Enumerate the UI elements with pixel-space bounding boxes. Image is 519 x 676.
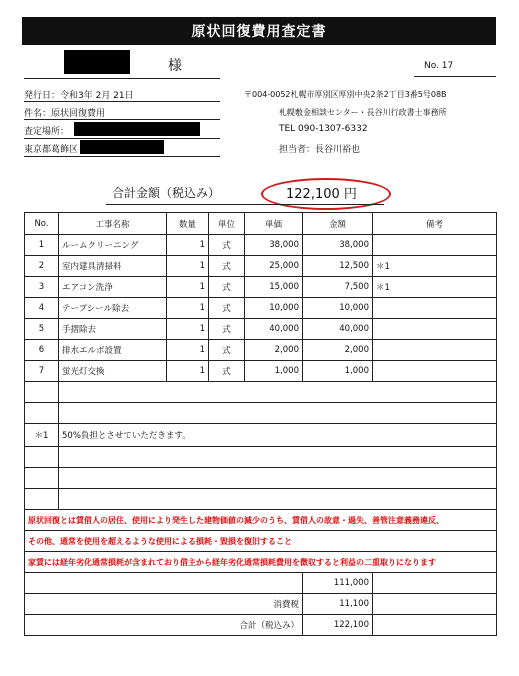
- red-note-row: [25, 552, 497, 573]
- grand-total-row: [25, 615, 497, 636]
- subject-underline: [24, 119, 220, 120]
- row-unit-price: 40,000: [245, 319, 303, 340]
- table-row: [25, 256, 497, 277]
- header-quantity: 数量: [167, 213, 209, 235]
- row-unit: 式: [209, 256, 245, 277]
- empty-cell: [59, 489, 497, 510]
- row-no: 3: [25, 277, 59, 298]
- row-unit-price: 10,000: [245, 298, 303, 319]
- row-unit-price: 1,000: [245, 361, 303, 382]
- empty-cell: [373, 615, 497, 636]
- row-remarks: [373, 319, 497, 340]
- row-no: 6: [25, 340, 59, 361]
- empty-cell: [25, 468, 59, 489]
- table-header-row: [25, 213, 497, 235]
- row-quantity: 1: [167, 361, 209, 382]
- grand-total-label: 合計（税込み）: [25, 615, 303, 636]
- empty-cell: [25, 403, 59, 424]
- row-unit-price: 25,000: [245, 256, 303, 277]
- empty-cell: [373, 573, 497, 594]
- grand-total-value: 122,100: [303, 615, 373, 636]
- row-work-name: 蛍光灯交換: [59, 361, 167, 382]
- redacted-recipient-name: [64, 50, 130, 74]
- row-quantity: 1: [167, 277, 209, 298]
- header-unit: 単位: [209, 213, 245, 235]
- note-row: [25, 424, 497, 447]
- inspection-place-underline: [24, 138, 220, 139]
- document-number: No. 17: [424, 61, 454, 71]
- row-quantity: 1: [167, 256, 209, 277]
- row-quantity: 1: [167, 298, 209, 319]
- inspection-place-label: 査定場所：: [24, 127, 70, 137]
- row-remarks: [373, 298, 497, 319]
- red-note-row: [25, 510, 497, 531]
- row-unit: 式: [209, 235, 245, 256]
- empty-cell: [59, 403, 497, 424]
- row-unit-price: 38,000: [245, 235, 303, 256]
- row-unit: 式: [209, 298, 245, 319]
- total-amount-circle: [261, 178, 391, 210]
- table-row-empty: [25, 447, 497, 468]
- row-amount: 12,500: [303, 256, 373, 277]
- header-unit-price: 単価: [245, 213, 303, 235]
- row-work-name: 室内建具清掃料: [59, 256, 167, 277]
- table-row: [25, 298, 497, 319]
- redacted-inspection-place: [74, 122, 200, 136]
- table-row: [25, 361, 497, 382]
- empty-cell: [25, 489, 59, 510]
- row-work-name: ルームクリーニング: [59, 235, 167, 256]
- row-unit-price: 2,000: [245, 340, 303, 361]
- row-unit: 式: [209, 319, 245, 340]
- issuer-address: 〒004-0052札幌市厚別区厚別中央2条2丁目3番5号08B: [244, 90, 447, 99]
- issuer-contact: 担当者：長谷川裕也: [279, 145, 361, 155]
- issuer-tel: TEL 090-1307-6332: [279, 124, 368, 134]
- row-amount: 1,000: [303, 361, 373, 382]
- document-number-underline: [414, 76, 496, 77]
- empty-cell: [59, 447, 497, 468]
- items-table: [24, 212, 497, 636]
- tax-label: 消費税: [25, 594, 303, 615]
- redacted-address: [80, 140, 164, 154]
- row-remarks: ＊1: [373, 277, 497, 298]
- row-remarks: [373, 340, 497, 361]
- total-amount-underline: [106, 204, 384, 205]
- red-note-3: 家賃には経年劣化通常損耗が含まれており借主から経年劣化通常損耗費用を徴収すると利益の二重取りになります: [25, 552, 497, 573]
- row-amount: 38,000: [303, 235, 373, 256]
- row-quantity: 1: [167, 319, 209, 340]
- header-work-name: 工事名称: [59, 213, 167, 235]
- row-remarks: ＊1: [373, 256, 497, 277]
- total-amount-label: 合計金額（税込み）: [112, 186, 221, 200]
- subtotal-label-cell: [25, 573, 303, 594]
- row-remarks: [373, 235, 497, 256]
- row-remarks: [373, 361, 497, 382]
- row-unit: 式: [209, 361, 245, 382]
- row-unit-price: 15,000: [245, 277, 303, 298]
- row-no: 7: [25, 361, 59, 382]
- issue-date: 発行日：令和3年 2月 21日: [24, 91, 134, 101]
- recipient-underline: [24, 78, 220, 79]
- empty-cell: [25, 382, 59, 403]
- table-row-empty: [25, 382, 497, 403]
- row-work-name: 排水エルボ設置: [59, 340, 167, 361]
- row-work-name: テープシール除去: [59, 298, 167, 319]
- empty-cell: [25, 447, 59, 468]
- header-no: No.: [25, 213, 59, 235]
- note-text: 50%負担とさせていただきます。: [59, 424, 497, 447]
- tax-value: 11,100: [303, 594, 373, 615]
- row-no: 2: [25, 256, 59, 277]
- row-amount: 2,000: [303, 340, 373, 361]
- table-row-empty: [25, 403, 497, 424]
- empty-cell: [59, 468, 497, 489]
- header-amount: 金額: [303, 213, 373, 235]
- red-note-2: その他、通常を使用を超えるような使用による損耗・毀損を復旧すること: [25, 531, 497, 552]
- recipient-suffix: 様: [168, 58, 182, 74]
- header-remarks: 備考: [373, 213, 497, 235]
- row-quantity: 1: [167, 235, 209, 256]
- row-no: 5: [25, 319, 59, 340]
- table-row: [25, 277, 497, 298]
- subject: 件名：原状回復費用: [24, 109, 106, 119]
- row-amount: 7,500: [303, 277, 373, 298]
- note-mark: ＊1: [25, 424, 59, 447]
- table-row-empty: [25, 468, 497, 489]
- row-amount: 10,000: [303, 298, 373, 319]
- red-note-1: 原状回復とは賃借人の居住、使用により発生した建物価値の減少のうち、賃借人の故意・過失、善管注意義務違反、: [25, 510, 497, 531]
- row-no: 1: [25, 235, 59, 256]
- row-no: 4: [25, 298, 59, 319]
- issue-date-underline: [24, 101, 220, 102]
- address-underline: [24, 156, 220, 157]
- subtotal-value: 111,000: [303, 573, 373, 594]
- row-unit: 式: [209, 340, 245, 361]
- empty-cell: [373, 594, 497, 615]
- red-note-row: [25, 531, 497, 552]
- subtotal-row: [25, 573, 497, 594]
- total-amount-value: 122,100 円: [286, 187, 357, 202]
- address-partial: 東京都葛飾区: [24, 145, 79, 155]
- issuer-org: 札幌敷金相談センター・長谷川行政書士事務所: [279, 108, 447, 117]
- table-row-empty: [25, 489, 497, 510]
- document-title: 原状回復費用査定書: [22, 17, 496, 45]
- tax-row: [25, 594, 497, 615]
- row-quantity: 1: [167, 340, 209, 361]
- table-row: [25, 340, 497, 361]
- row-work-name: エアコン洗浄: [59, 277, 167, 298]
- row-work-name: 手摺除去: [59, 319, 167, 340]
- empty-cell: [59, 382, 497, 403]
- table-row: [25, 319, 497, 340]
- table-row: [25, 235, 497, 256]
- row-unit: 式: [209, 277, 245, 298]
- row-amount: 40,000: [303, 319, 373, 340]
